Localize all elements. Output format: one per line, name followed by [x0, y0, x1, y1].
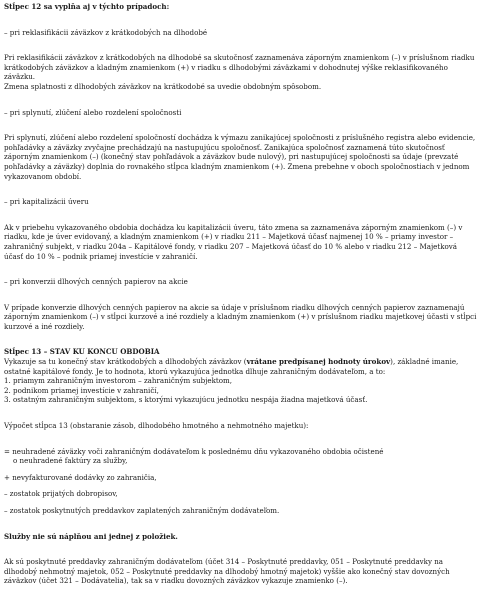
- s13-text-a: Vykazuje sa tu konečný stav krátkodobých a dlhodobých záväzkov (: [4, 357, 247, 367]
- sluzby-note: Služby nie sú náplňou ani jednej z položiek.: [4, 531, 178, 541]
- bullet-konverzia: – pri konverzii dlhových cenných papierov na akcie: [4, 277, 188, 287]
- s13-text-b: ), základné imanie, ostatné kapitálové fondy. Je to hodnota, ktorú vykazujúca jednotka dlhuje zahraničným dodávateľom, a to:: [4, 357, 459, 376]
- vypocet-title: Výpočet stĺpca 13 (obstaranie zásob, dlhodobého hmotného a nehmotného majetku):: [4, 421, 309, 431]
- vypocet-line: = neuhradené záväzky voči zahraničným dodávateľom k poslednému dňu vykazovaného obdobia očistené: [4, 446, 384, 456]
- vypocet-line: + nevyfakturované dodávky zo zahraničia,: [4, 472, 157, 482]
- paragraph-stlpec-13: [4, 357, 477, 376]
- heading-stlpec-13: Stĺpec 13 – STAV KU KONCU OBDOBIA: [4, 347, 160, 357]
- bullet-splynutie: – pri splynutí, zlúčení alebo rozdelení spoločnosti: [4, 107, 182, 117]
- paragraph-kapitalizacia: Ak v priebehu vykazovaného obdobia dochádza ku kapitalizácii úveru, táto zmena sa zaznamenáva záporným znamienkom (–) v riadku, kde je úver evidovaný, a kladným znamienkom (+) v riadku 211 – Majetková účasť najmenej 10 % – priamy investor – zahraničný subjekt, v riadku 204a – Kapitálové fondy, v riadku 207 – Majetková účasť do 10 % alebo v riadku 212 – Majetková účasť do 10 % – podnik priamej investície v zahraničí.: [4, 222, 463, 261]
- bullet-reklasifikacia: – pri reklasifikácii záväzkov z krátkodobých na dlhodobé: [4, 27, 208, 37]
- vypocet-line: o neuhradené faktúry za služby,: [13, 456, 128, 466]
- paragraph-preddavky: Ak sú poskytnuté preddavky zahraničným dodávateľom (účet 314 – Poskytnuté preddavky, 051 – Poskytnuté preddavky na dlhodobý nehmotný majetok, 052 – Poskytnuté preddavky na dlhodobý hmotný majetok) vyššie ako konečný stav dovozných záväzkov (účet 321 – Dodávatelia), tak sa v riadku dovozných záväzkov vykazuje znamienko (–).: [4, 557, 450, 586]
- heading-stlpec-12: Stĺpec 12 sa vyplňa aj v týchto prípadoch:: [4, 2, 170, 11]
- bullet-kapitalizacia: – pri kapitalizácii úveru: [4, 197, 89, 207]
- paragraph-reklasifikacia: Pri reklasifikácii záväzkov z krátkodobých na dlhodobé sa skutočnosť zaznamenáva záporným znamienkom (–) v príslušnom riadku krátkodobých záväzkov a kladným znamienkom (+) v riadku s dlhodobými záväzkami v dohodnutej výške reklasifikovaného záväzku.: [4, 53, 475, 82]
- s13-text-bold: vrátane predpísanej hodnoty úrokov: [246, 357, 391, 367]
- paragraph-splynutie: Pri splynutí, zlúčení alebo rozdelení spoločností dochádza k výmazu zanikajúcej spoločnosti z príslušného registra alebo evidencie, pohľadávky a záväzky zvyčajne prechádzajú na nastupujúcu spoločnosť. Zanikajúca spoločnosť zaznamená túto skutočnosť záporným znamienkom (–) (konečný stav pohľadávok a záväzkov bude nulový), pri nastupujúcej spoločnosti sa údaje (prevzaté pohľadávky a záväzky) doplnia do rovnakého stĺpca kladným znamienkom (+). Zmena prebehne v oboch spoločnostiach v jednom vykazovanom období.: [4, 133, 476, 181]
- s13-list-item: 3. ostatným zahraničným subjektom, s ktorými vykazujúcu jednotku nespája žiadna majetková účasť.: [4, 395, 368, 405]
- paragraph-zmena-splatnosti: Zmena splatnosti z dlhodobých záväzkov na krátkodobé sa uvedie obdobným spôsobom.: [4, 81, 322, 91]
- s13-list-item: 2. podnikom priamej investície v zahraničí,: [4, 385, 159, 395]
- vypocet-line: – zostatok prijatých dobropisov,: [4, 489, 118, 499]
- vypocet-line: – zostatok poskytnutých preddavkov zaplatených zahraničným dodávateľom.: [4, 506, 280, 515]
- paragraph-konverzia: V prípade konverzie dlhových cenných papierov na akcie sa údaje v príslušnom riadku dlhových cenných papierov zaznamenajú záporným znamienkom (–) v stĺpci kurzové a iné rozdiely a kladným znamienkom (+) v príslušnom riadku majetkovej účasti v stĺpci kurzové a iné rozdiely.: [4, 302, 477, 331]
- s13-list-item: 1. priamym zahraničným investorom – zahraničným subjektom,: [4, 376, 233, 386]
